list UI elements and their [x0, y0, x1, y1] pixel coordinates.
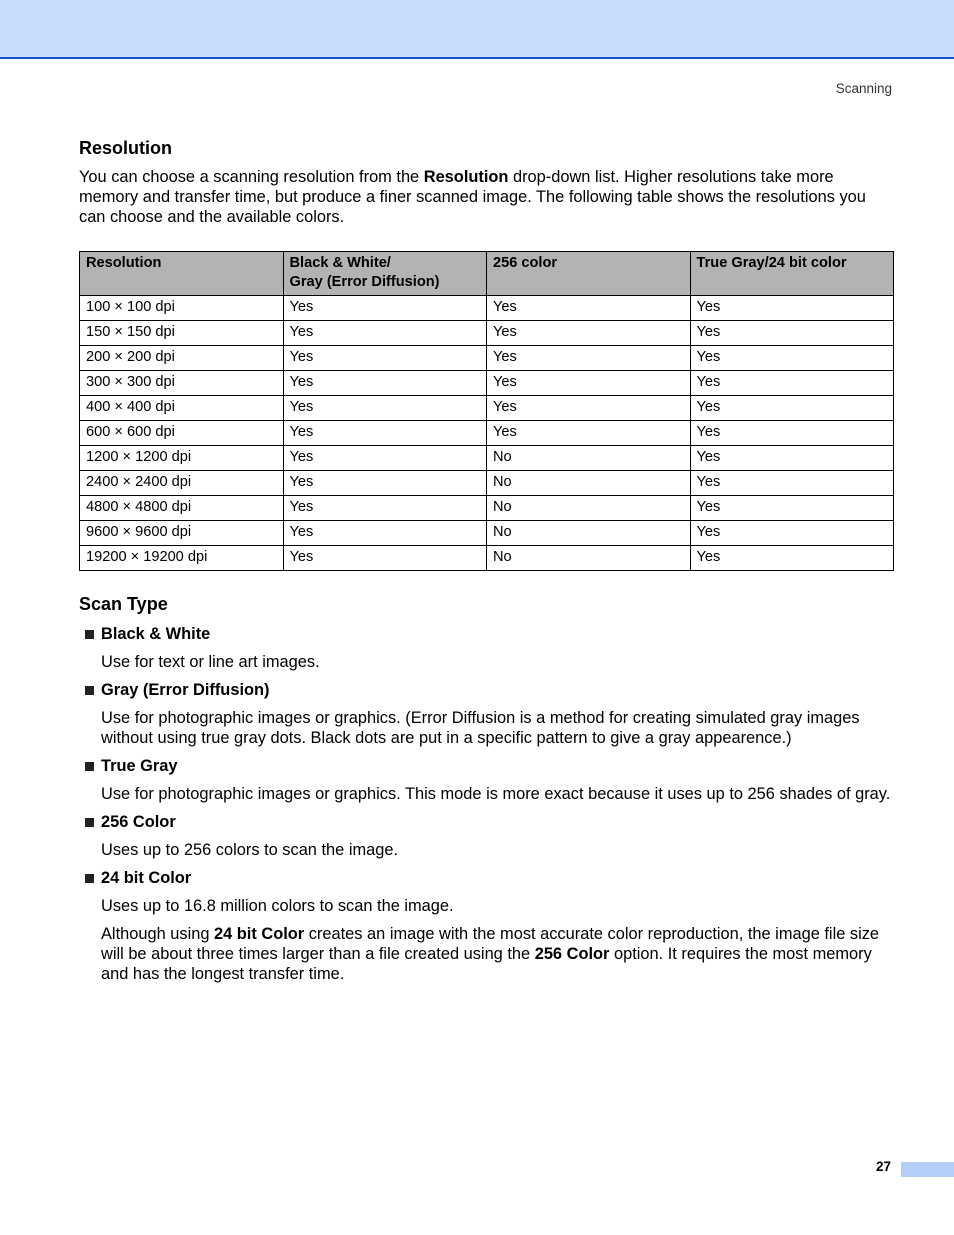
col-header-truegray: True Gray/24 bit color — [690, 252, 894, 296]
col-header-256: 256 color — [487, 252, 691, 296]
resolution-table — [79, 251, 894, 571]
scan-type-label: Gray (Error Diffusion) — [101, 681, 270, 699]
scan-type-heading: Scan Type — [79, 594, 168, 614]
col-header-resolution: Resolution — [80, 252, 284, 296]
table-cell: Yes — [690, 496, 894, 521]
page-tab-marker — [901, 1162, 954, 1177]
table-row — [80, 321, 894, 346]
table-cell: Yes — [690, 346, 894, 371]
table-cell: Yes — [487, 321, 691, 346]
table-cell: Yes — [283, 421, 487, 446]
table-cell: Yes — [283, 371, 487, 396]
table-cell: No — [487, 471, 691, 496]
scan-type-desc: Use for photographic images or graphics. (Error Diffusion is a method for creating simulated gray images without using true gray dots. Black dots are put in a specific pattern to give a gray appearence.) — [101, 709, 860, 747]
intro-text-2: drop-down list. Higher resolutions take more memory and transfer time, but produce a finer scanned image. The following table shows the resolutions you can choose and the available colors. — [79, 168, 866, 226]
table-cell: Yes — [690, 371, 894, 396]
table-cell: Yes — [487, 346, 691, 371]
table-row — [80, 371, 894, 396]
table-cell: Yes — [487, 371, 691, 396]
resolution-heading: Resolution — [79, 138, 172, 158]
col-header-bw: Black & White/ — [289, 255, 391, 271]
table-cell: 1200 × 1200 dpi — [80, 446, 284, 471]
table-cell: Yes — [283, 321, 487, 346]
table-cell: Yes — [283, 521, 487, 546]
running-header: Scanning — [835, 81, 892, 96]
table-cell: Yes — [283, 296, 487, 321]
table-cell: Yes — [690, 521, 894, 546]
table-cell: No — [487, 496, 691, 521]
intro-text-1: You can choose a scanning resolution from the — [79, 168, 424, 186]
table-cell: Yes — [283, 546, 487, 571]
table-cell: No — [487, 521, 691, 546]
scan-type-label-row — [79, 680, 893, 700]
scan-type-label-row — [79, 868, 893, 888]
table-cell: 2400 × 2400 dpi — [80, 471, 284, 496]
table-cell: 4800 × 4800 dpi — [80, 496, 284, 521]
table-header-row — [80, 252, 894, 296]
note-text-3: option. It requires the most memory and has the longest transfer time. — [101, 945, 872, 983]
intro-bold-resolution: Resolution — [423, 168, 509, 186]
table-cell: 150 × 150 dpi — [80, 321, 284, 346]
scan-type-item — [79, 812, 893, 860]
table-cell: Yes — [283, 496, 487, 521]
table-cell: 9600 × 9600 dpi — [80, 521, 284, 546]
square-bullet-icon — [85, 686, 94, 695]
table-cell: 300 × 300 dpi — [80, 371, 284, 396]
col-header-bw-gray — [283, 252, 487, 296]
scan-type-label: Black & White — [101, 625, 211, 643]
table-row — [80, 421, 894, 446]
table-row — [80, 296, 894, 321]
scan-type-label: 256 Color — [101, 813, 176, 831]
table-cell: 100 × 100 dpi — [80, 296, 284, 321]
scan-type-item — [79, 868, 893, 984]
table-row — [80, 521, 894, 546]
table-cell: No — [487, 446, 691, 471]
table-cell: Yes — [690, 296, 894, 321]
table-cell: 19200 × 19200 dpi — [80, 546, 284, 571]
square-bullet-icon — [85, 818, 94, 827]
table-cell: Yes — [487, 396, 691, 421]
table-cell: Yes — [690, 546, 894, 571]
scan-type-item — [79, 680, 893, 748]
scan-type-desc: Use for photographic images or graphics. This mode is more exact because it uses up to 256 shades of gray. — [101, 785, 891, 803]
scan-type-label-row — [79, 812, 893, 832]
table-cell: Yes — [283, 396, 487, 421]
scan-type-label: True Gray — [101, 757, 178, 775]
page-number: 27 — [876, 1159, 892, 1174]
note-bold-24bit: 24 bit Color — [214, 925, 305, 943]
square-bullet-icon — [85, 874, 94, 883]
table-cell: Yes — [487, 296, 691, 321]
table-cell: No — [487, 546, 691, 571]
resolution-intro — [79, 167, 893, 227]
scan-type-label-row — [79, 756, 893, 776]
table-row — [80, 346, 894, 371]
table-row — [80, 446, 894, 471]
table-row — [80, 396, 894, 421]
scan-type-desc: Uses up to 16.8 million colors to scan the image. — [101, 897, 454, 915]
page-content — [79, 136, 893, 984]
scan-type-desc: Use for text or line art images. — [101, 653, 320, 671]
square-bullet-icon — [85, 762, 94, 771]
table-cell: Yes — [690, 446, 894, 471]
scan-type-item — [79, 624, 893, 672]
table-cell: 400 × 400 dpi — [80, 396, 284, 421]
table-cell: Yes — [690, 471, 894, 496]
note-text-1: Although using — [101, 925, 214, 943]
scan-type-item — [79, 756, 893, 804]
table-row — [80, 471, 894, 496]
table-cell: Yes — [690, 421, 894, 446]
header-band — [0, 0, 954, 59]
table-body — [80, 296, 894, 571]
scan-type-label: 24 bit Color — [101, 869, 192, 887]
table-cell: Yes — [283, 346, 487, 371]
table-row — [80, 546, 894, 571]
scan-type-label-row — [79, 624, 893, 644]
scan-type-desc: Uses up to 256 colors to scan the image. — [101, 841, 399, 859]
table-row — [80, 496, 894, 521]
col-header-gray: Gray (Error Diffusion) — [289, 274, 440, 290]
table-cell: Yes — [283, 471, 487, 496]
square-bullet-icon — [85, 630, 94, 639]
table-cell: Yes — [690, 396, 894, 421]
table-cell: 200 × 200 dpi — [80, 346, 284, 371]
table-cell: Yes — [690, 321, 894, 346]
note-text-2: creates an image with the most accurate color reproduction, the image file size will be about three times larger than a file created using the — [101, 925, 880, 963]
note-bold-256: 256 Color — [534, 945, 610, 963]
color-note — [101, 924, 893, 984]
table-cell: Yes — [487, 421, 691, 446]
table-cell: 600 × 600 dpi — [80, 421, 284, 446]
table-cell: Yes — [283, 446, 487, 471]
